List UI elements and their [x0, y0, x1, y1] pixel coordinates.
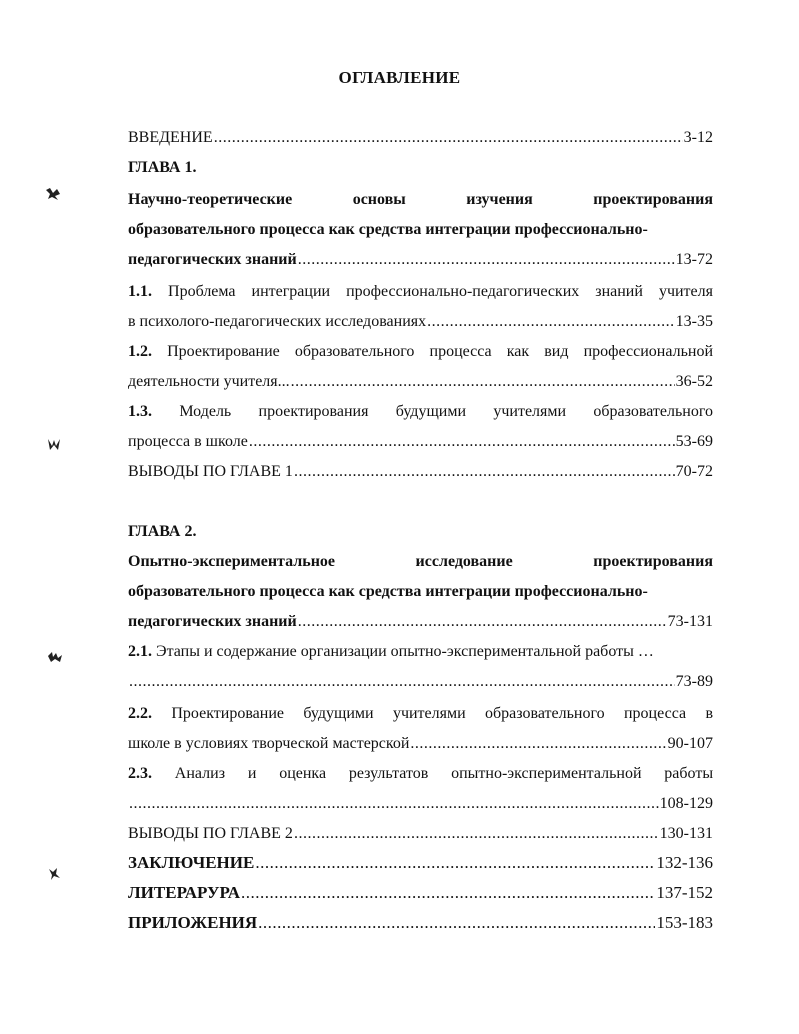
word: будущими — [395, 403, 467, 420]
section-text: Проблема интеграции профессионально-педагогических знаний учителя — [168, 283, 713, 300]
leader-dots — [255, 853, 655, 873]
word: проектирования — [593, 553, 713, 570]
leader-dots — [129, 794, 659, 814]
leader-dots — [249, 432, 675, 452]
toc-conclusion[interactable] — [128, 853, 713, 873]
toc-pages: 153-183 — [656, 913, 713, 932]
leader-dots — [410, 734, 666, 754]
section-1-3-line1[interactable] — [128, 402, 713, 422]
section-2-1-line1[interactable] — [128, 642, 713, 662]
section-text: Проектирование будущими учителями образовательного процесса в — [171, 705, 713, 722]
toc-pages: 73-89 — [675, 673, 713, 690]
toc-pages: 36-52 — [675, 373, 713, 390]
toc-label: ВЫВОДЫ ПО ГЛАВЕ 2 — [128, 825, 293, 842]
word: оценка — [279, 765, 327, 782]
toc-appendices[interactable] — [128, 913, 713, 933]
toc-intro[interactable] — [128, 128, 713, 148]
leader-dots — [214, 128, 683, 148]
word: опытно-экспериментальной — [451, 765, 642, 782]
word: Научно-теоретические — [128, 191, 293, 208]
scan-artifact-icon — [44, 186, 62, 202]
toc-pages: 108-129 — [659, 795, 713, 812]
leader-dots — [427, 312, 675, 332]
word: проектирования — [258, 403, 369, 420]
section-text: процесса в школе — [128, 433, 248, 450]
toc-label: ЗАКЛЮЧЕНИЕ — [128, 853, 255, 872]
section-2-3-line1[interactable] — [128, 764, 713, 784]
word: и — [247, 765, 257, 782]
toc-label: ВЫВОДЫ ПО ГЛАВЕ 1 — [128, 463, 293, 480]
section-2-2-line2[interactable] — [128, 734, 713, 754]
chapter2-title-line1[interactable] — [128, 552, 713, 572]
section-2-1-line2[interactable] — [128, 672, 713, 692]
leader-dots — [241, 883, 655, 903]
scan-artifact-icon — [46, 436, 62, 452]
word: результатов — [348, 765, 429, 782]
scan-artifact-icon — [46, 650, 64, 664]
section-number: 1.3. — [128, 403, 152, 420]
section-number: 1.1. — [128, 283, 152, 300]
leader-dots — [291, 372, 675, 392]
section-1-1-line1[interactable] — [128, 282, 713, 302]
chapter2-conclusions[interactable] — [128, 824, 713, 844]
section-1-2-line2[interactable] — [128, 372, 713, 392]
section-text: школе в условиях творческой мастерской — [128, 735, 410, 752]
word: проектирования — [593, 191, 713, 208]
toc-pages: 73-131 — [667, 613, 713, 630]
toc-pages: 13-35 — [675, 313, 713, 330]
toc-pages: 130-131 — [659, 825, 713, 842]
section-text: Проектирование образовательного процесса как вид профессиональной — [167, 343, 713, 360]
toc-pages: 3-12 — [683, 129, 713, 146]
toc-label: ВВЕДЕНИЕ — [128, 129, 213, 146]
section-1-1-line2[interactable] — [128, 312, 713, 332]
leader-dots — [129, 672, 675, 692]
toc-label: педагогических знаний — [128, 251, 297, 268]
section-2-3-line2[interactable] — [128, 794, 713, 814]
scan-artifact-icon — [46, 866, 62, 882]
toc-label: педагогических знаний — [128, 613, 297, 630]
section-1-3-line2[interactable] — [128, 432, 713, 452]
word: Модель — [179, 403, 232, 420]
leader-dots — [298, 612, 667, 632]
section-text: деятельности учителя... — [128, 373, 290, 390]
chapter2-title-line3[interactable] — [128, 612, 713, 632]
section-number: 2.3. — [128, 765, 152, 782]
section-number: 2.1. — [128, 643, 152, 660]
section-1-2-line1[interactable] — [128, 342, 713, 362]
leader-dots — [294, 462, 675, 482]
toc-pages: 70-72 — [675, 463, 713, 480]
chapter2-heading: ГЛАВА 2. — [128, 523, 197, 540]
word: образовательного — [593, 403, 713, 420]
section-number: 2.2. — [128, 705, 152, 722]
word: учителями — [493, 403, 567, 420]
leader-dots — [298, 250, 675, 270]
leader-dots — [258, 913, 655, 933]
section-text: в психолого-педагогических исследованиях — [128, 313, 427, 330]
section-text: Этапы и содержание организации опытно-экспериментальной работы … — [156, 643, 654, 660]
chapter1-title-line3[interactable] — [128, 250, 713, 270]
toc-pages: 90-107 — [667, 735, 713, 752]
word: работы — [664, 765, 713, 782]
word: Анализ — [174, 765, 226, 782]
toc-literature[interactable] — [128, 883, 713, 903]
toc-label: ПРИЛОЖЕНИЯ — [128, 913, 258, 932]
word: основы — [352, 191, 406, 208]
word: исследование — [415, 553, 513, 570]
leader-dots — [294, 824, 659, 844]
page-title: ОГЛАВЛЕНИЕ — [338, 68, 461, 87]
toc-pages: 137-152 — [656, 883, 713, 902]
word: изучения — [466, 191, 533, 208]
toc-label: ЛИТЕРАРУРА — [128, 883, 240, 902]
word: Опытно-экспериментальное — [128, 553, 336, 570]
toc-pages: 13-72 — [675, 251, 713, 268]
section-2-2-line1[interactable] — [128, 704, 713, 724]
section-number: 1.2. — [128, 343, 152, 360]
chapter1-conclusions[interactable] — [128, 462, 713, 482]
chapter2-title-line2[interactable]: образовательного процесса как средства интеграции профессионально- — [128, 583, 648, 600]
chapter1-heading: ГЛАВА 1. — [128, 159, 197, 176]
chapter1-title-line2[interactable]: образовательного процесса как средства интеграции профессионально- — [128, 221, 648, 238]
toc-pages: 53-69 — [675, 433, 713, 450]
toc-pages: 132-136 — [656, 853, 713, 872]
chapter1-title-line1[interactable] — [128, 190, 713, 210]
